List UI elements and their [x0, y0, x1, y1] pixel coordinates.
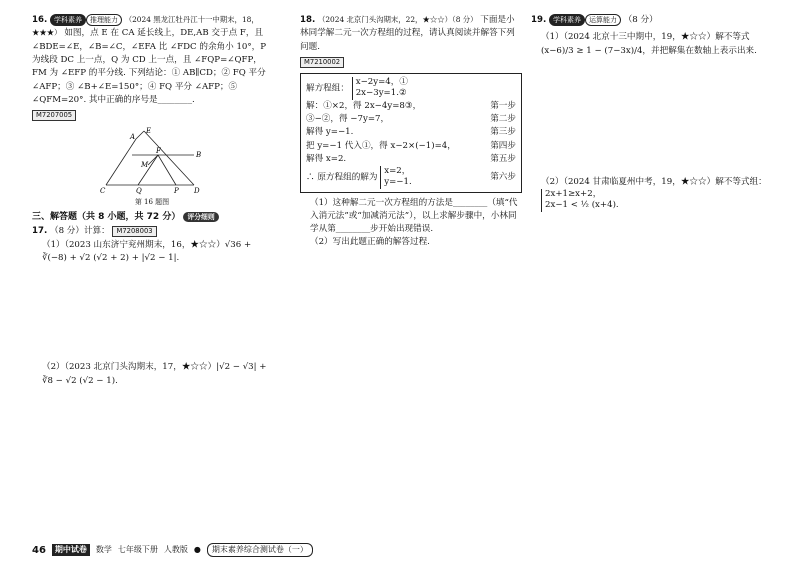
- step-text: ③−②，得 −7y=7，: [306, 113, 390, 124]
- step-label: 第五步: [490, 153, 516, 164]
- question-17-part-2: （2）（2023 北京门头沟期末，17，★☆☆）|√2 − √3| + ∛8 − √2 (√2 − 1).: [42, 362, 267, 386]
- figure-caption: 第 16 题图: [134, 197, 170, 206]
- bullet-icon: ●: [193, 545, 201, 555]
- box-heading: 解方程组：: [306, 83, 349, 94]
- figure-16: [92, 127, 212, 197]
- question-text: 下面是小林同学解二元一次方程组的过程，请认真阅读并解答下列问题.: [300, 15, 515, 52]
- step-text: 解：①×2，得 2x−4y=8③，: [306, 100, 422, 111]
- system-of-equations: [306, 77, 516, 99]
- step-row: [306, 113, 516, 126]
- point-label-d: D: [194, 186, 200, 195]
- question-19: [531, 14, 779, 27]
- step-text: 解得 y=−1.: [306, 127, 354, 138]
- brand-label: 期中试卷: [52, 544, 90, 556]
- step-row: [306, 126, 516, 139]
- solution-brace: [380, 166, 411, 188]
- question-number: 19.: [531, 15, 547, 25]
- skill-tag: 学科素养: [549, 14, 585, 26]
- step-label: 第二步: [490, 113, 516, 124]
- step-text: 把 y=−1 代入①，得 x−2×(−1)=4，: [306, 140, 456, 151]
- final-solution: [306, 166, 412, 188]
- equation-1: x−2y=4，①: [355, 77, 408, 88]
- edition-label: 人教版: [163, 545, 188, 555]
- section-title: 三、解答题（共 8 小题，共 72 分）: [32, 212, 181, 223]
- step-label: 第一步: [490, 100, 516, 111]
- question-code: M7207005: [32, 110, 76, 121]
- column-middle: [300, 14, 522, 250]
- question-score: （8 分）: [623, 15, 658, 25]
- paper-title: 期末素养综合测试卷（一）: [207, 543, 313, 557]
- point-label-e: E: [146, 126, 152, 135]
- point-label-q: Q: [136, 186, 142, 195]
- step-row: [306, 140, 516, 153]
- step-label: 第三步: [490, 127, 516, 138]
- step-row: [306, 166, 516, 188]
- inequality-brace: [541, 189, 619, 211]
- subject-label: 数学: [95, 545, 112, 555]
- solution-box: [300, 73, 522, 192]
- skill-tag: 学科素养: [50, 14, 86, 26]
- question-18: [300, 14, 522, 54]
- question-17: [32, 225, 272, 238]
- equation-brace: [352, 77, 408, 99]
- point-label-b: B: [196, 150, 202, 159]
- question-18-part-1: （1）这种解二元一次方程组的方法是________（填“代入消元法”或“加减消元法”），以上求解步骤中，小林同学从第________步开始出现错误.: [310, 197, 518, 235]
- solution-x: x=2，: [384, 166, 411, 177]
- step-text: 解得 x=2.: [306, 153, 347, 164]
- inequality-1: 2x+1≥x+2，: [545, 189, 602, 200]
- question-18-part-2: （2）写出此题正确的解答过程.: [310, 237, 430, 248]
- part-heading: （2）（2024 甘肃临夏州中考，19，★☆☆）解不等式组：: [541, 176, 767, 187]
- inequality-2: 2x−1 < ½ (x+4).: [545, 200, 619, 211]
- point-label-p: P: [174, 186, 179, 195]
- question-source: （2024 黑龙江牡丹江十一中期末，18，★★★）: [32, 15, 259, 38]
- column-left: [32, 14, 272, 388]
- grade-label: 七年级下册: [117, 545, 158, 555]
- step-label: 第四步: [490, 140, 516, 151]
- question-code: M7208003: [112, 226, 156, 237]
- step-row: [306, 153, 516, 166]
- section-heading: [32, 211, 272, 225]
- point-label-a: A: [130, 132, 136, 141]
- question-19-part-2: [531, 176, 779, 212]
- skill-tag-sub: 推理能力: [86, 14, 122, 26]
- question-code: M7210002: [300, 57, 344, 68]
- point-label-m: M: [141, 160, 149, 169]
- page-number: 46: [32, 544, 46, 556]
- step-row: [306, 100, 516, 113]
- question-source: （2024 北京门头沟期末，22，★☆☆）（8 分）: [317, 15, 478, 24]
- skill-tag-sub: 运算能力: [585, 14, 621, 26]
- point-label-c: C: [100, 186, 106, 195]
- question-score: （8 分）计算：: [49, 226, 110, 237]
- step-label: 第六步: [490, 171, 516, 182]
- page-footer: [32, 543, 313, 559]
- scoring-badge: 评分细则: [183, 212, 218, 222]
- question-number: 16.: [32, 15, 48, 25]
- point-label-f: F: [156, 146, 161, 155]
- final-prefix: ∴ 原方程组的解为: [306, 172, 378, 183]
- question-number: 17.: [32, 226, 48, 237]
- question-text: 如图，点 E 在 CA 延长线上，DE,AB 交于点 F，且 ∠BDE=∠E，∠B=∠C，∠EFA 比 ∠FDC 的余角小 10°，P 为线段 DC 上一点，Q 为 CD 上一点，且 ∠FQP=∠QFP，FM 为 ∠EFP 的平分线. 下列结论：① AB∥CD；② FQ 平分 ∠AFP；③ ∠B+∠E=150°；④ FQ 平分 ∠AFP；⑤ ∠QFM=20°. 其中正确的序号是________.: [32, 28, 267, 105]
- question-17-part-1: （1）（2023 山东济宁兖州期末，16，★☆☆）√36 + ∛(−8) + √2 (√2 + 2) + |√2 − 1|.: [42, 239, 252, 263]
- equation-2: 2x−3y=1.②: [355, 88, 407, 99]
- solution-y: y=−1.: [384, 177, 412, 188]
- column-right: [531, 14, 779, 212]
- question-number: 18.: [300, 15, 316, 25]
- question-16: [32, 14, 272, 107]
- question-19-part-1: （1）（2024 北京十三中期中，19，★☆☆）解不等式 (x−6)/3 ≥ 1 − (7−3x)/4，并把解集在数轴上表示出来.: [541, 32, 757, 56]
